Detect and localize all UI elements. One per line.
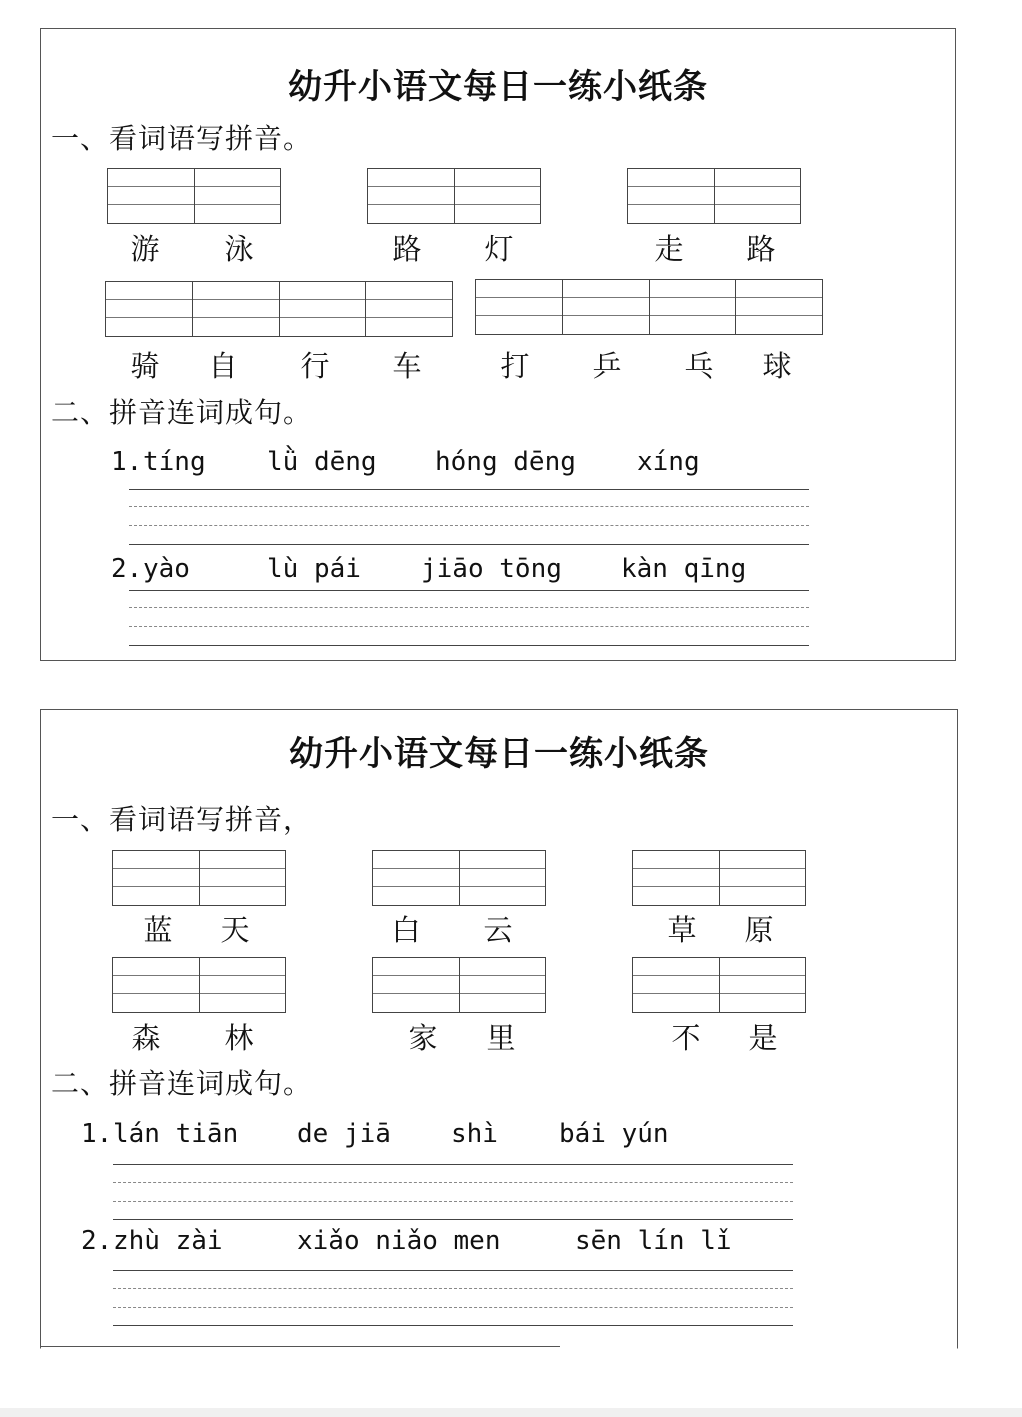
grid-cell[interactable] xyxy=(108,169,195,223)
pinyin-group: bái yún xyxy=(559,1119,669,1149)
word-character: 球 xyxy=(762,349,792,383)
grid-cell[interactable] xyxy=(373,958,460,1012)
word-character: 路 xyxy=(392,232,422,266)
pinyin-group: lù pái xyxy=(267,554,361,584)
pinyin-writing-grid[interactable] xyxy=(475,279,823,335)
pinyin-writing-grid[interactable] xyxy=(632,957,806,1013)
pinyin-writing-grid[interactable] xyxy=(372,850,546,906)
word-character: 天 xyxy=(220,913,250,947)
section-heading-sentence: 二、拼音连词成句。 xyxy=(51,396,313,429)
grid-cell[interactable] xyxy=(113,958,200,1012)
pinyin-group: kàn qīng xyxy=(621,554,747,584)
writing-guide-line xyxy=(129,626,809,627)
word-character: 里 xyxy=(486,1021,516,1055)
grid-cell[interactable] xyxy=(563,280,650,334)
pinyin-group: tíng xyxy=(143,447,206,477)
writing-line xyxy=(113,1270,793,1271)
word-character: 林 xyxy=(224,1021,254,1055)
sentence-number: 1. xyxy=(81,1119,113,1149)
word-character: 蓝 xyxy=(143,913,173,947)
page-bottom-strip xyxy=(0,1408,1022,1417)
grid-cell[interactable] xyxy=(280,282,367,336)
writing-guide-line xyxy=(129,607,809,608)
writing-guide-line xyxy=(129,525,809,526)
writing-guide-line xyxy=(113,1201,793,1202)
pinyin-group: yào xyxy=(143,554,190,584)
writing-line xyxy=(129,544,809,545)
grid-cell[interactable] xyxy=(373,851,460,905)
pinyin-writing-grid[interactable] xyxy=(105,281,453,337)
grid-cell[interactable] xyxy=(736,280,822,334)
writing-guide-line xyxy=(113,1288,793,1289)
grid-cell[interactable] xyxy=(106,282,193,336)
word-character: 自 xyxy=(208,349,238,383)
word-character: 走 xyxy=(654,232,684,266)
word-character: 行 xyxy=(300,349,330,383)
section-heading-sentence: 二、拼音连词成句。 xyxy=(51,1067,313,1100)
pinyin-writing-grid[interactable] xyxy=(632,850,806,906)
word-character: 云 xyxy=(483,913,513,947)
word-character: 骑 xyxy=(130,349,160,383)
pinyin-group: xiǎo niǎo men xyxy=(297,1226,501,1256)
word-character: 家 xyxy=(408,1021,438,1055)
grid-cell[interactable] xyxy=(720,851,806,905)
pinyin-group: lán tiān xyxy=(113,1119,239,1149)
word-character: 打 xyxy=(500,349,530,383)
grid-cell[interactable] xyxy=(455,169,541,223)
grid-cell[interactable] xyxy=(715,169,801,223)
pinyin-group: hóng dēng xyxy=(435,447,576,477)
word-character: 森 xyxy=(131,1021,161,1055)
grid-cell[interactable] xyxy=(195,169,281,223)
grid-cell[interactable] xyxy=(200,851,286,905)
worksheet-2 xyxy=(40,709,958,1349)
writing-guide-line xyxy=(129,506,809,507)
grid-cell[interactable] xyxy=(460,851,546,905)
worksheet-title: 幼升小语文每日一练小纸条 xyxy=(289,734,709,774)
writing-line xyxy=(113,1164,793,1165)
word-character: 不 xyxy=(671,1021,701,1055)
word-character: 乓 xyxy=(684,349,714,383)
grid-cell[interactable] xyxy=(460,958,546,1012)
pinyin-group: zhù zài xyxy=(113,1226,223,1256)
word-character: 泳 xyxy=(224,232,254,266)
grid-cell[interactable] xyxy=(476,280,563,334)
word-character: 路 xyxy=(746,232,776,266)
writing-guide-line xyxy=(113,1182,793,1183)
pinyin-writing-grid[interactable] xyxy=(367,168,541,224)
pinyin-group: lǜ dēng xyxy=(267,447,377,477)
writing-guide-line xyxy=(113,1307,793,1308)
pinyin-group: jiāo tōng xyxy=(421,554,562,584)
worksheet-1 xyxy=(40,28,956,661)
writing-line xyxy=(129,590,809,591)
grid-cell[interactable] xyxy=(200,958,286,1012)
pinyin-writing-grid[interactable] xyxy=(107,168,281,224)
pinyin-group: xíng xyxy=(637,447,700,477)
section-heading-pinyin: 一、看词语写拼音。 xyxy=(51,122,313,155)
word-character: 是 xyxy=(748,1021,778,1055)
pinyin-group: sēn lín lǐ xyxy=(575,1226,732,1256)
grid-cell[interactable] xyxy=(113,851,200,905)
grid-cell[interactable] xyxy=(633,851,720,905)
writing-line xyxy=(129,489,809,490)
writing-line xyxy=(129,645,809,646)
word-character: 乒 xyxy=(592,349,622,383)
grid-cell[interactable] xyxy=(720,958,806,1012)
word-character: 车 xyxy=(392,349,422,383)
grid-cell[interactable] xyxy=(368,169,455,223)
worksheet-2-bottom-border xyxy=(40,1346,560,1347)
pinyin-writing-grid[interactable] xyxy=(112,957,286,1013)
worksheet-title: 幼升小语文每日一练小纸条 xyxy=(288,67,708,107)
pinyin-writing-grid[interactable] xyxy=(112,850,286,906)
word-character: 灯 xyxy=(484,232,514,266)
writing-line xyxy=(113,1325,793,1326)
word-character: 草 xyxy=(667,913,697,947)
grid-cell[interactable] xyxy=(193,282,280,336)
word-character: 游 xyxy=(130,232,160,266)
word-character: 白 xyxy=(391,913,421,947)
sentence-number: 2. xyxy=(81,1226,113,1256)
writing-line xyxy=(113,1219,793,1220)
sentence-number: 2. xyxy=(111,554,143,584)
word-character: 原 xyxy=(744,913,774,947)
pinyin-writing-grid[interactable] xyxy=(372,957,546,1013)
grid-cell[interactable] xyxy=(366,282,452,336)
pinyin-writing-grid[interactable] xyxy=(627,168,801,224)
grid-cell[interactable] xyxy=(650,280,737,334)
section-heading-pinyin: 一、看词语写拼音， xyxy=(51,803,313,836)
grid-cell[interactable] xyxy=(628,169,715,223)
pinyin-group: shì xyxy=(451,1119,498,1149)
sentence-number: 1. xyxy=(111,447,143,477)
grid-cell[interactable] xyxy=(633,958,720,1012)
pinyin-group: de jiā xyxy=(297,1119,391,1149)
